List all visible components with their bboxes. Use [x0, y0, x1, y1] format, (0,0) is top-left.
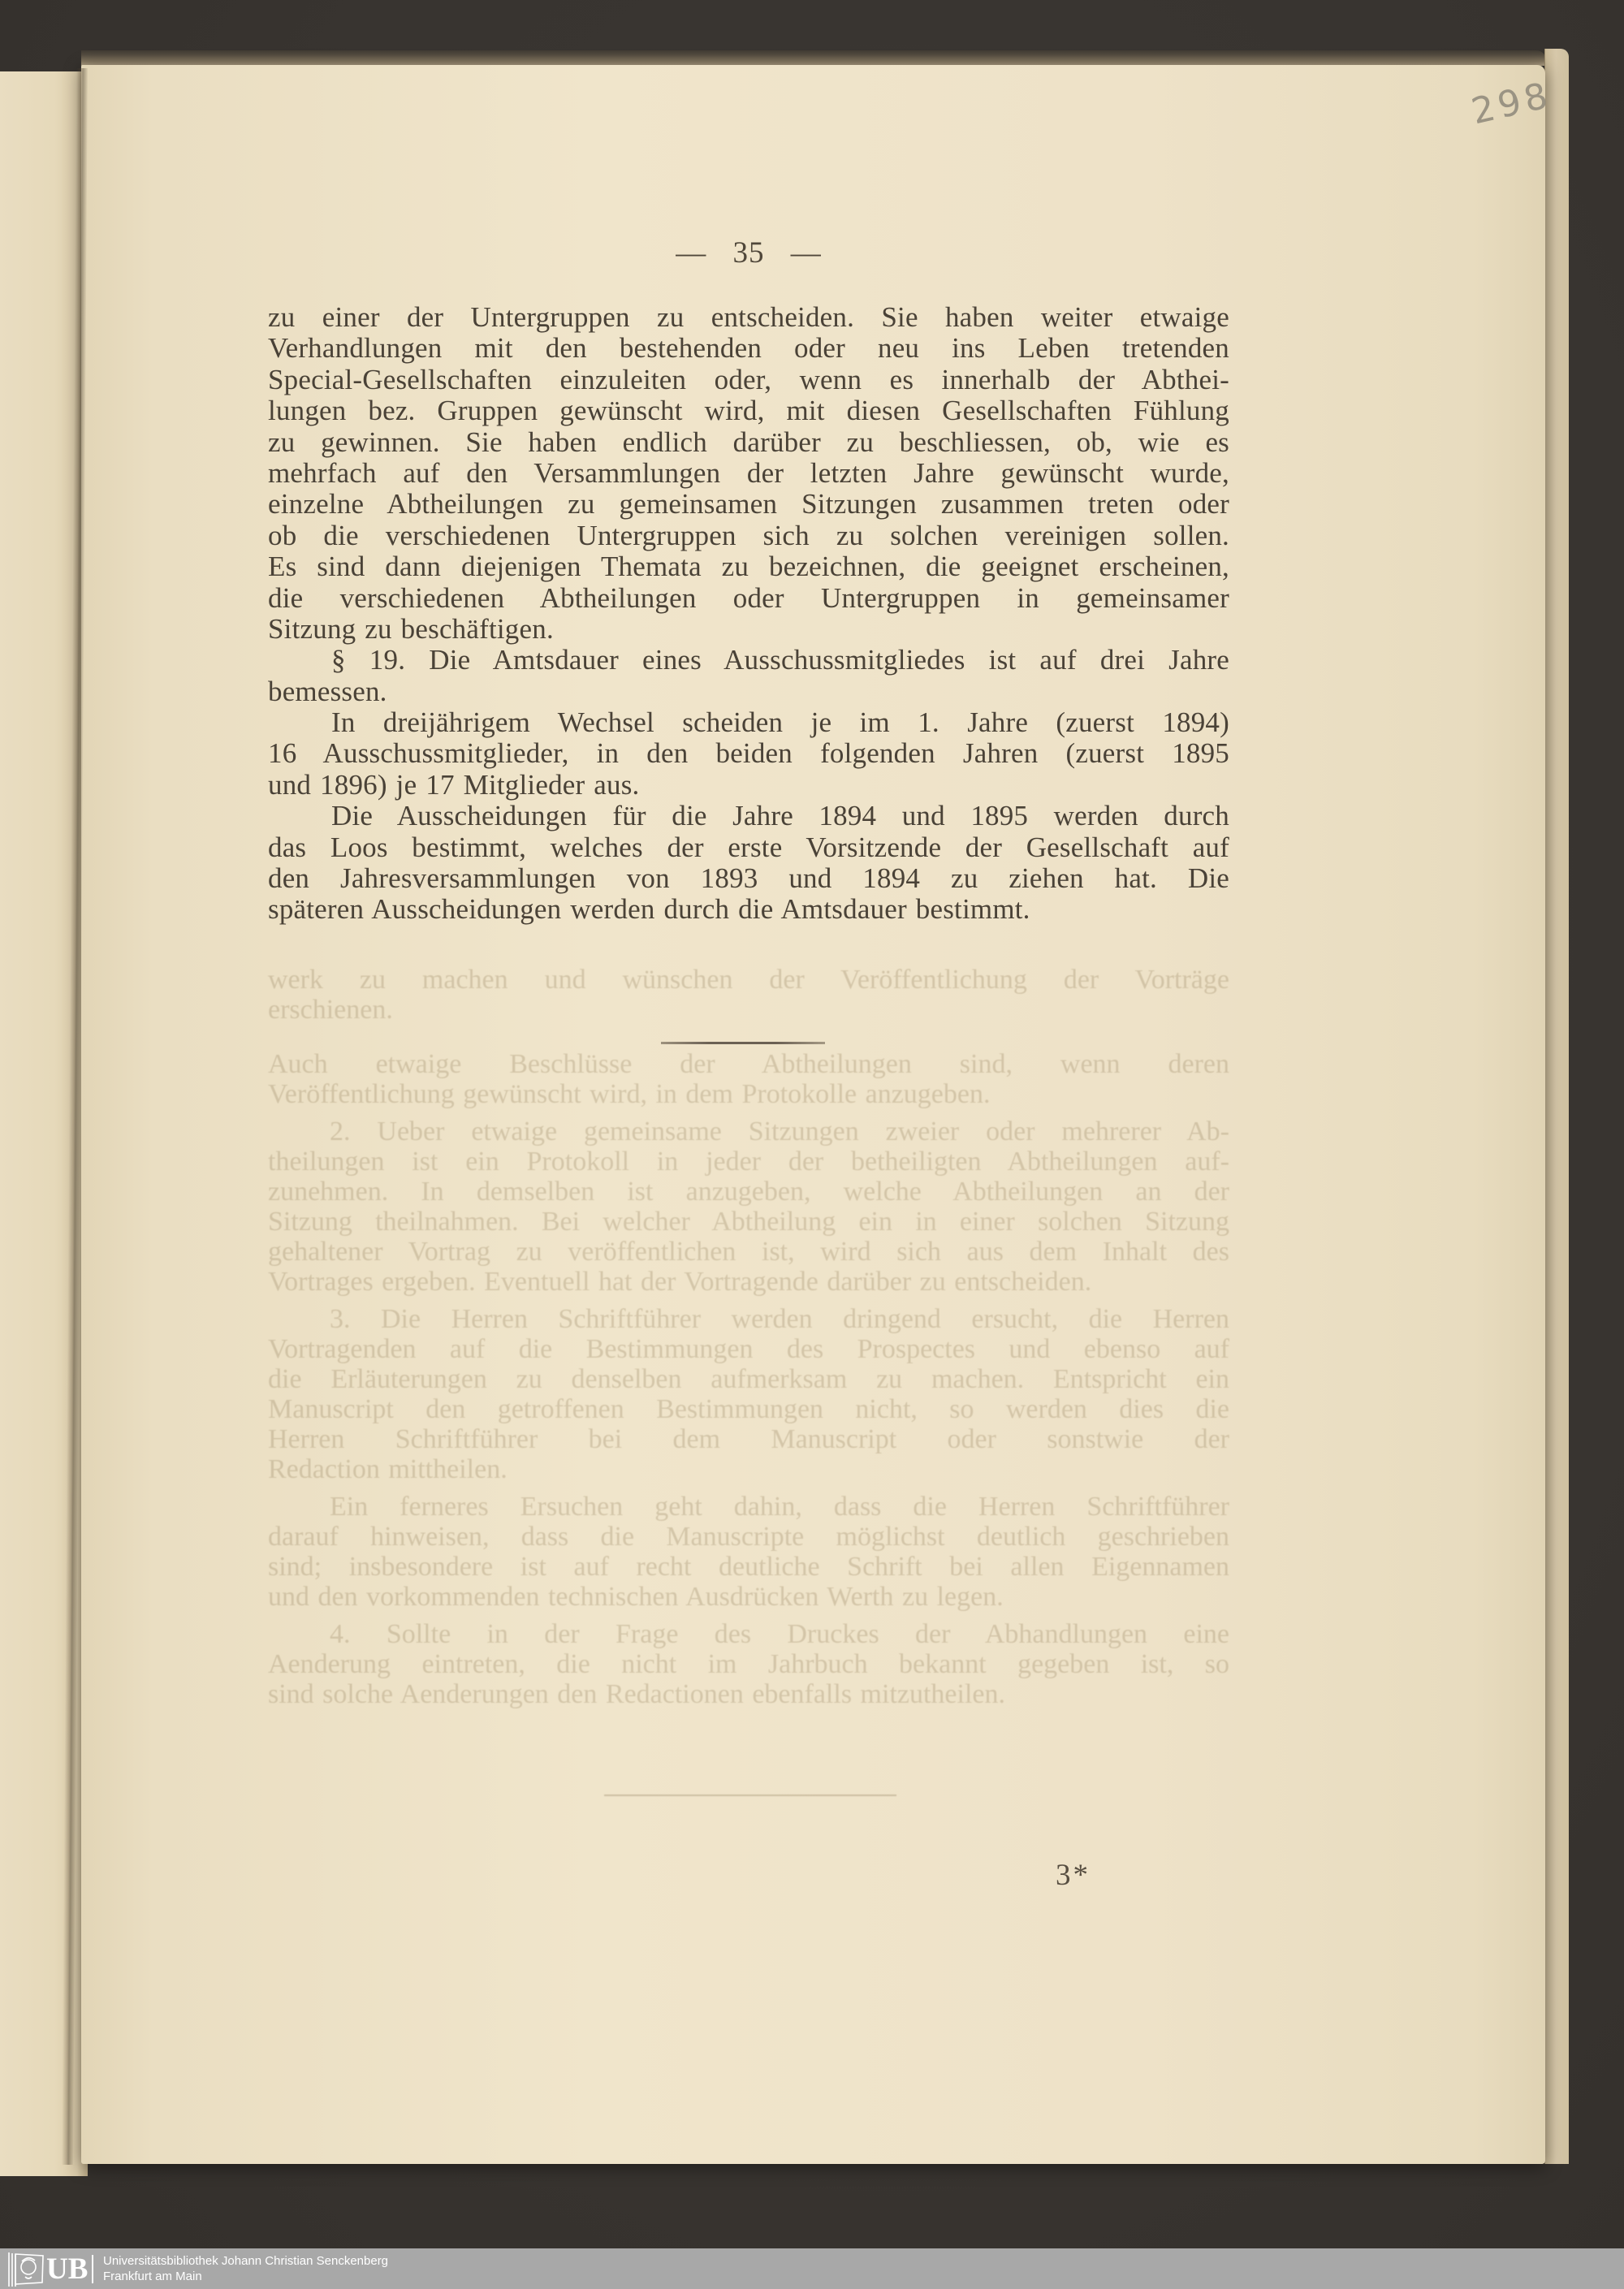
ghost-text-line: Vortrages ergeben. Eventuell hat der Vortragende darüber zu entscheiden. [268, 1267, 1092, 1297]
text-line: In dreijährigem Wechsel scheiden je im 1. Jahre (zuerst 1894) [331, 706, 1229, 739]
ub-logo-flag-icon [7, 2251, 45, 2287]
text-line: einzelne Abtheilungen zu gemeinsamen Sitzungen zusammen treten oder [268, 488, 1229, 520]
ghost-text-line: gehaltener Vortrag zu veröffentlichen ist, wird sich aus dem Inhalt des [268, 1237, 1229, 1267]
page-number-header: — 35 — [676, 236, 822, 270]
ghost-text-line: Veröffentlichung gewünscht wird, in dem Protokolle anzugeben. [268, 1079, 991, 1109]
text-line: zu gewinnen. Sie haben endlich darüber zu beschliessen, ob, wie es [268, 425, 1229, 458]
text-line: lungen bez. Gruppen gewünscht wird, mit diesen Gesellschaften Fühlung [268, 395, 1229, 427]
watermark-separator [92, 2255, 93, 2283]
ghost-text-line: Manuscript den getroffenen Bestimmungen nicht, so werden dies die [268, 1394, 1229, 1424]
library-watermark-bar [0, 2248, 1624, 2289]
ghost-text-line: Vortragenden auf die Bestimmungen des Prospectes und ebenso auf [268, 1334, 1229, 1364]
text-line: 16 Ausschussmitglieder, in den beiden folgenden Jahren (zuerst 1895 [268, 737, 1229, 770]
page-top-edge [81, 50, 1546, 66]
ghost-text-line: und den vorkommenden technischen Ausdrücken Werth zu legen. [268, 1582, 1004, 1612]
ghost-text-line: sind solche Aenderungen den Redactionen ebenfalls mitzutheilen. [268, 1679, 1006, 1709]
ghost-text-line: Auch etwaige Beschlüsse der Abtheilungen sind, wenn deren [268, 1049, 1229, 1079]
library-name-text [103, 2253, 388, 2284]
ghost-text-line: Redaction mittheilen. [268, 1454, 508, 1484]
text-line: bemessen. [268, 675, 387, 707]
text-line: Verhandlungen mit den bestehenden oder neu ins Leben tretenden [268, 332, 1229, 365]
text-line: das Loos bestimmt, welches der erste Vorsitzende der Gesellschaft auf [268, 831, 1229, 863]
ghost-text-line: erschienen. [268, 995, 393, 1025]
text-line: § 19. Die Amtsdauer eines Ausschussmitgliedes ist auf drei Jahre [331, 644, 1229, 676]
text-line: mehrfach auf den Versammlungen der letzten Jahre gewünscht wurde, [268, 456, 1229, 489]
text-line: späteren Ausscheidungen werden durch die Amtsdauer bestimmt. [268, 893, 1030, 926]
book-page [81, 65, 1556, 2164]
ghost-text-line: 4. Sollte in der Frage des Druckes der Abhandlungen eine [330, 1619, 1229, 1649]
text-line: und 1896) je 17 Mitglieder aus. [268, 768, 640, 801]
showthrough-text-upper [268, 965, 1229, 1025]
ghost-text-line: theilungen ist ein Protokoll in jeder der betheiligten Abtheilungen auf- [268, 1147, 1229, 1177]
ghost-text-line: darauf hinweisen, dass die Manuscripte möglichst deutlich geschrieben [268, 1522, 1229, 1552]
ghost-text-line: 3. Die Herren Schriftführer werden dringend ersucht, die Herren [330, 1304, 1229, 1334]
text-line: die verschiedenen Abtheilungen oder Untergruppen in gemeinsamer [268, 581, 1229, 614]
text-line: Special-Gesellschaften einzuleiten oder, wenn es innerhalb der Abthei- [268, 363, 1229, 395]
showthrough-text-lower [268, 1049, 1229, 1709]
text-line: den Jahresversammlungen von 1893 und 1894 zu ziehen hat. Die [268, 862, 1229, 895]
text-line: Sitzung zu beschäftigen. [268, 612, 554, 645]
library-name: Universitätsbibliothek Johann Christian Senckenberg [103, 2254, 389, 2268]
library-city: Frankfurt am Main [103, 2270, 202, 2283]
pencil-folio-number: 298 [1467, 74, 1556, 133]
signature-mark: 3* [1056, 1859, 1091, 1892]
ghost-text-line: Aenderung eintreten, die nicht im Jahrbuch bekannt gegeben ist, so [268, 1649, 1229, 1679]
ghost-text-line: Sitzung theilnahmen. Bei welcher Abtheilung ein in einer solchen Sitzung [268, 1207, 1229, 1237]
ghost-text-line: zunehmen. In demselben ist anzugeben, welche Abtheilungen an der [268, 1177, 1229, 1207]
section-divider-rule [661, 1042, 825, 1044]
showthrough-divider-rule [604, 1794, 896, 1796]
text-line: zu einer der Untergruppen zu entscheiden. Sie haben weiter etwaige [268, 301, 1229, 333]
ghost-text-line: werk zu machen und wünschen der Veröffentlichung der Vorträge [268, 965, 1229, 995]
text-line: ob die verschiedenen Untergruppen sich zu solchen vereinigen sollen. [268, 519, 1229, 551]
ghost-text-line: sind; insbesondere ist auf recht deutliche Schrift bei allen Eigennamen [268, 1552, 1229, 1582]
ghost-text-line: Herren Schriftführer bei dem Manuscript oder sonstwie der [268, 1424, 1229, 1454]
ub-logo-text: UB [46, 2252, 89, 2286]
text-line: Es sind dann diejenigen Themata zu bezeichnen, die geeignet erscheinen, [268, 551, 1229, 583]
ghost-text-line: die Erläuterungen zu denselben aufmerksam zu machen. Entspricht ein [268, 1364, 1229, 1394]
text-line: Die Ausscheidungen für die Jahre 1894 und 1895 werden durch [331, 800, 1229, 832]
ghost-text-line: Ein ferneres Ersuchen geht dahin, dass die Herren Schriftführer [330, 1492, 1229, 1522]
body-text-block [268, 302, 1229, 926]
page-fore-edge [1544, 49, 1569, 2164]
ghost-text-line: 2. Ueber etwaige gemeinsame Sitzungen zweier oder mehrerer Ab- [330, 1116, 1229, 1147]
